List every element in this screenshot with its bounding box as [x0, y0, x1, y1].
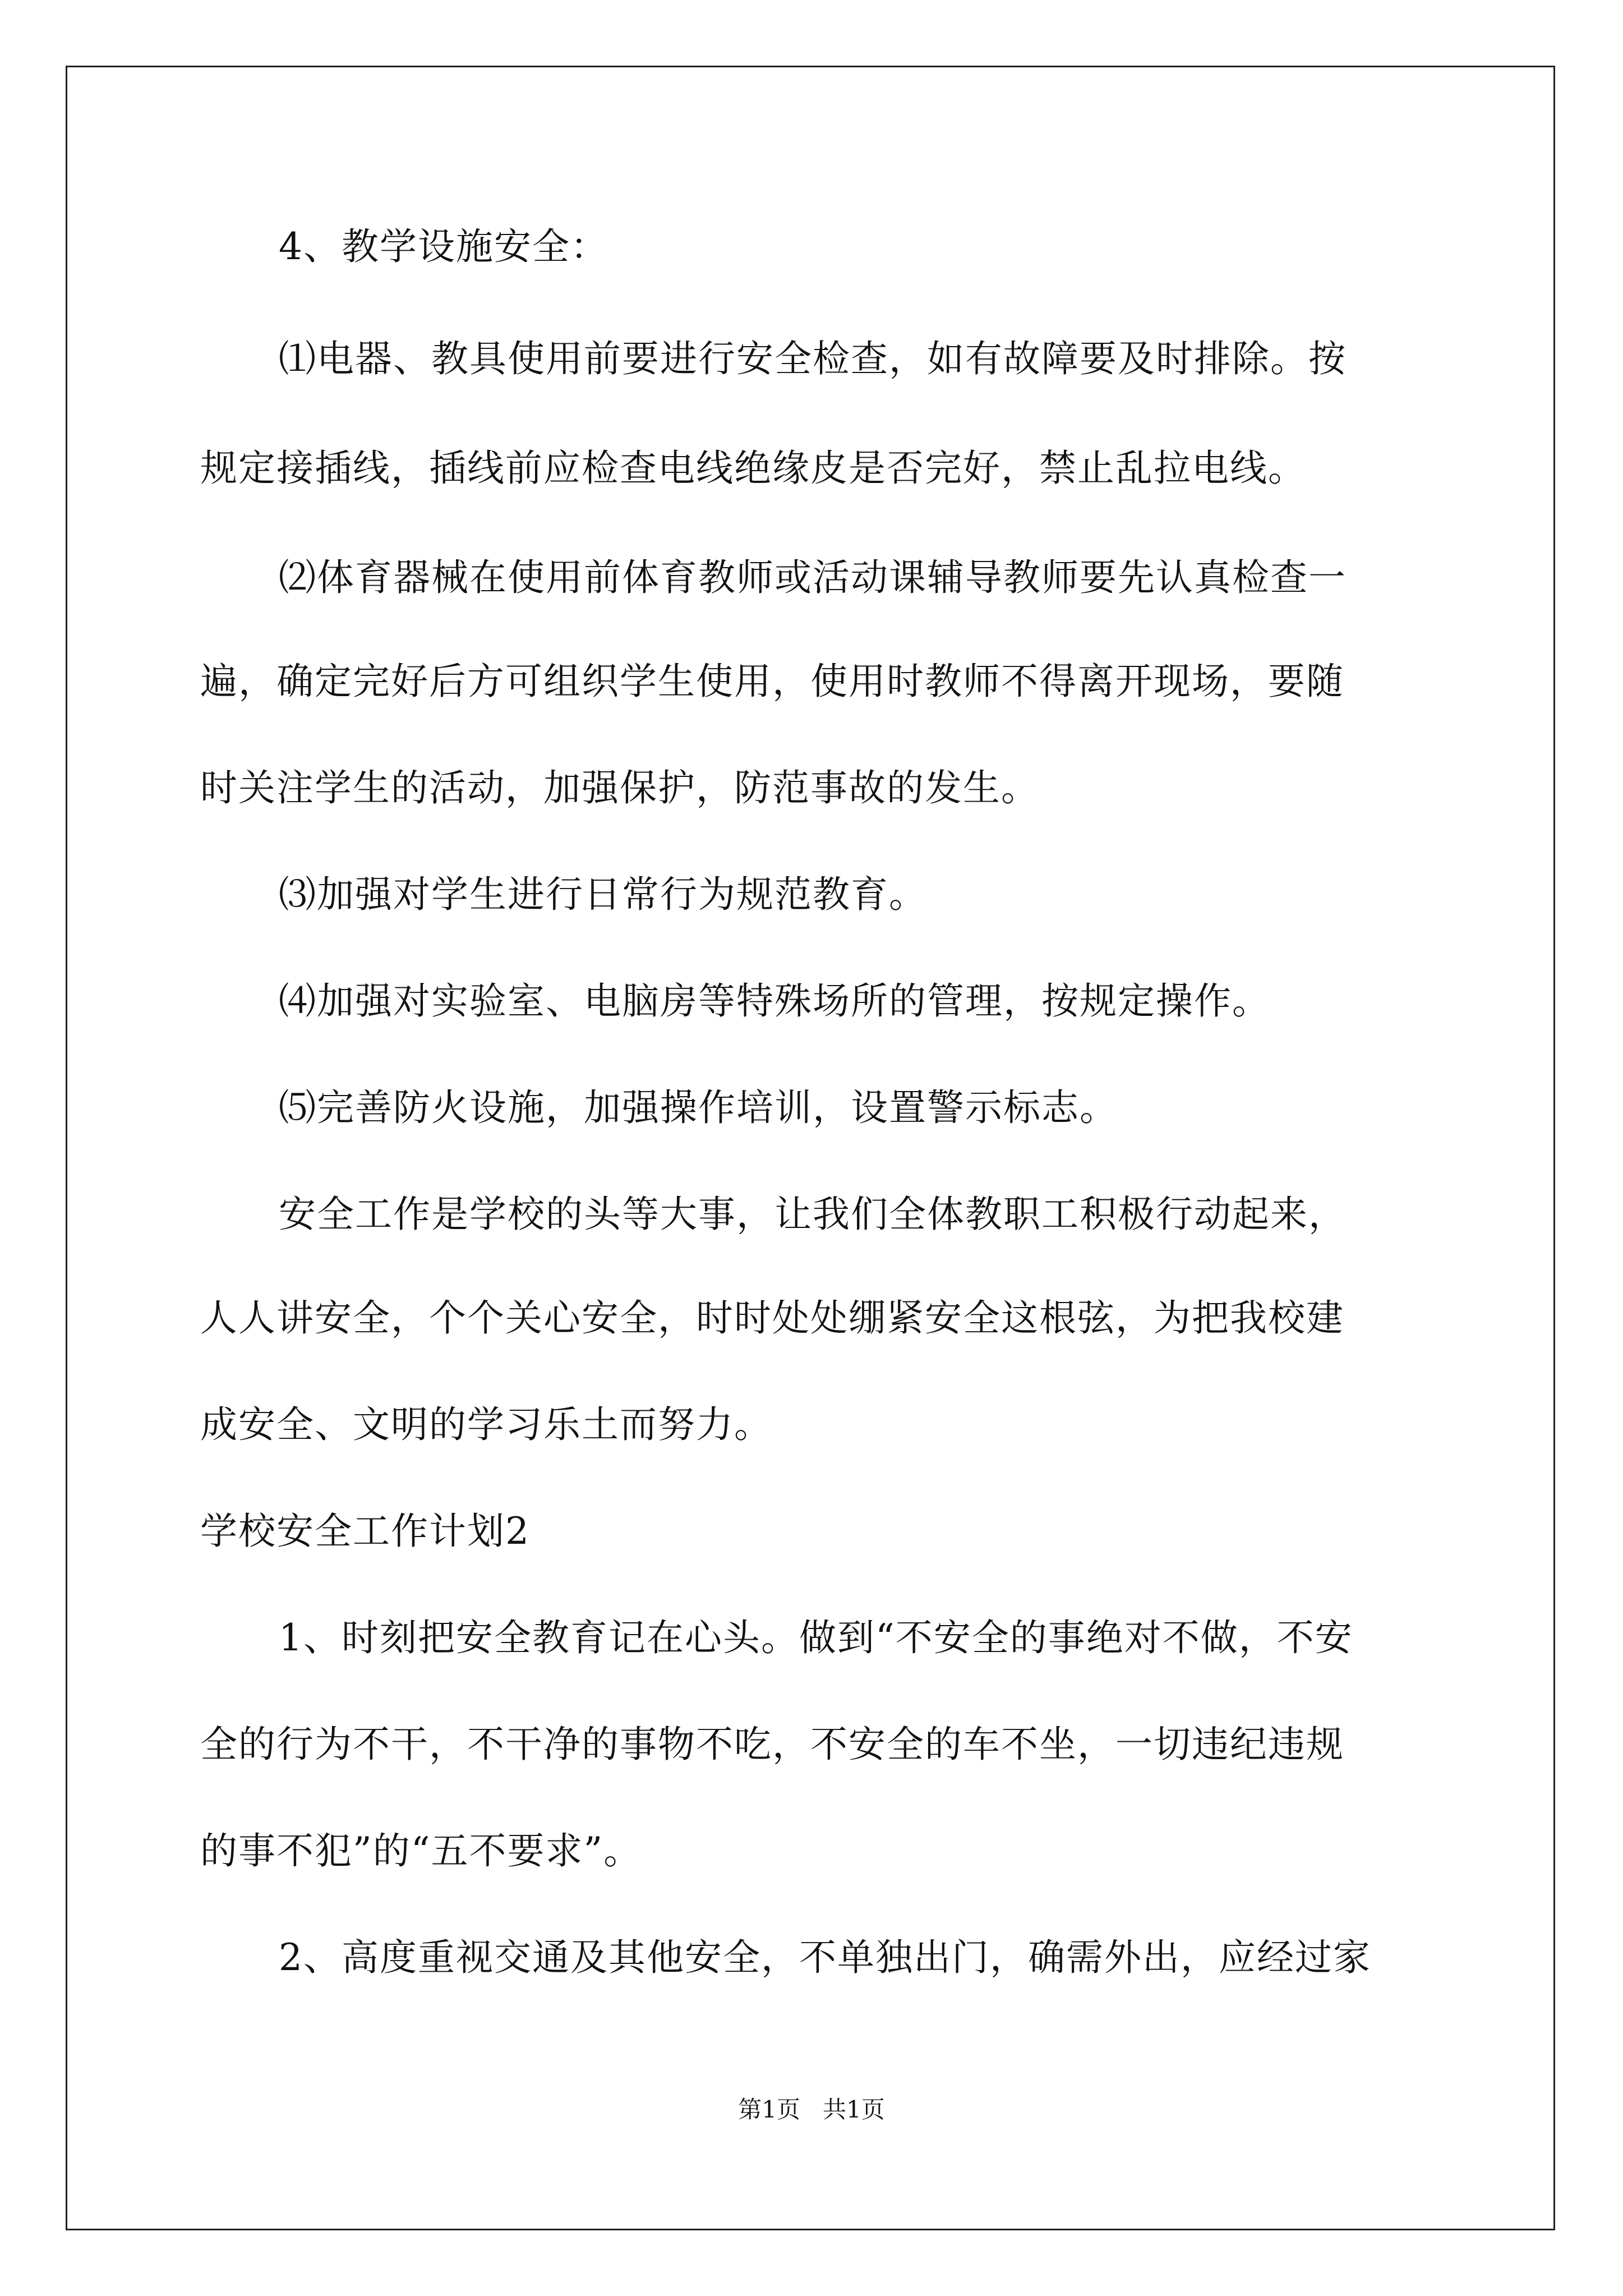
- paragraph-line: ⑴电器、教具使用前要进行安全检查，如有故障要及时排除。按: [279, 337, 1347, 380]
- paragraph-line: ⑵体育器械在使用前体育教师或活动课辅导教师要先认真检查一: [279, 556, 1347, 599]
- paragraph-line: 规定接插线，插线前应检查电线绝缘皮是否完好，禁止乱拉电线。: [200, 447, 1306, 490]
- paragraph-line: ⑶加强对学生进行日常行为规范教育。: [279, 873, 927, 916]
- paragraph-line: ⑷加强对实验室、电脑房等特殊场所的管理，按规定操作。: [279, 979, 1270, 1023]
- paragraph-line: 4、教学设施安全：: [279, 225, 608, 268]
- paragraph-line: 成安全、文明的学习乐土而努力。: [200, 1403, 772, 1446]
- paragraph-line: 2、高度重视交通及其他安全，不单独出门，确需外出，应经过家: [279, 1936, 1371, 1979]
- paragraph-line: 遍，确定完好后方可组织学生使用，使用时教师不得离开现场，要随: [200, 660, 1344, 703]
- paragraph-line: 的事不犯”的“五不要求”。: [200, 1829, 642, 1872]
- paragraph-line: ⑸完善防火设施，加强操作培训，设置警示标志。: [279, 1086, 1118, 1129]
- paragraph-line: 人人讲安全，个个关心安全，时时处处绷紧安全这根弦，为把我校建: [200, 1296, 1344, 1340]
- paragraph-line: 1、时刻把安全教育记在心头。做到“不安全的事绝对不做，不安: [279, 1616, 1353, 1659]
- paragraph-line: 安全工作是学校的头等大事，让我们全体教职工积极行动起来，: [279, 1193, 1347, 1236]
- paragraph-line: 时关注学生的活动，加强保护，防范事故的发生。: [200, 766, 1039, 809]
- page-number-footer: 第1页 共1页: [738, 2096, 885, 2123]
- page-border: [66, 66, 1555, 2230]
- section-heading: 学校安全工作计划2: [200, 1510, 530, 1553]
- paragraph-line: 全的行为不干，不干净的事物不吃，不安全的车不坐，一切违纪违规: [200, 1723, 1344, 1766]
